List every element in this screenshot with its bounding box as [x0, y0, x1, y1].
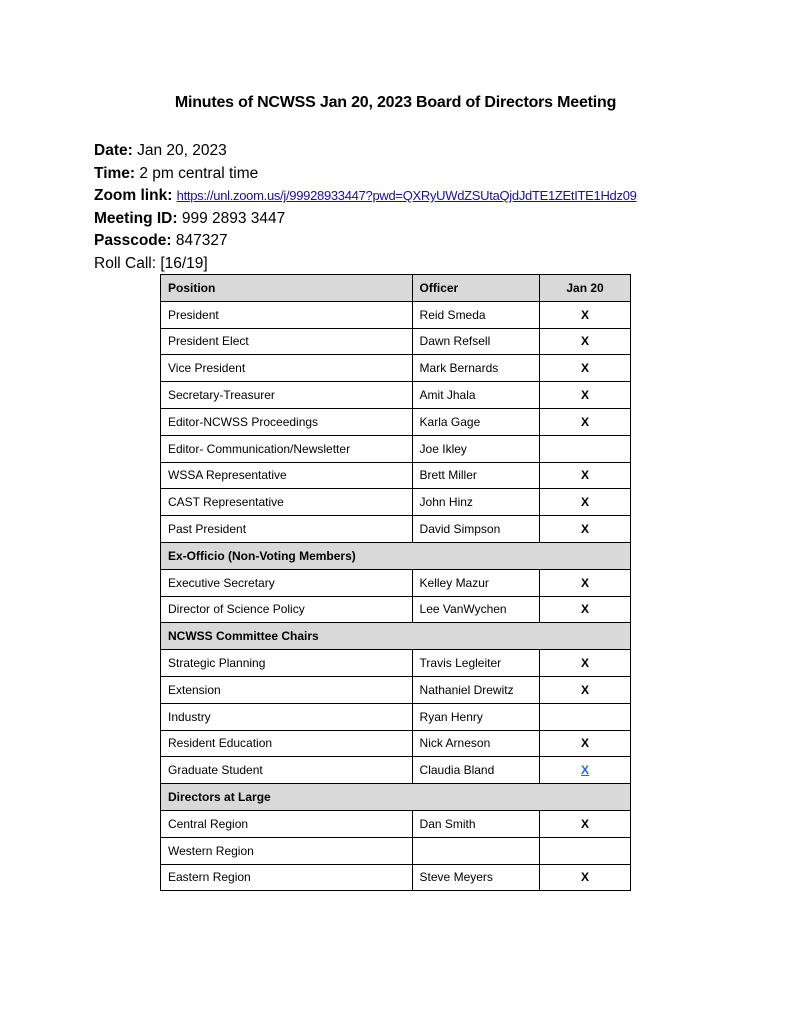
officer-cell: Dawn Refsell: [412, 328, 540, 355]
officer-cell: Reid Smeda: [412, 301, 540, 328]
attendance-cell: [540, 489, 631, 516]
table-row: [161, 810, 631, 837]
meeting-id-label: Meeting ID:: [94, 209, 178, 227]
position-cell: Industry: [161, 703, 413, 730]
attendance-mark: X: [581, 334, 590, 349]
officer-cell: Steve Meyers: [412, 864, 540, 891]
table-row: [161, 382, 631, 409]
officer-cell: Nick Arneson: [412, 730, 540, 757]
attendance-mark: X: [581, 682, 590, 697]
table-row: [161, 596, 631, 623]
attendance-mark: X: [581, 870, 590, 885]
attendance-mark: X: [581, 307, 590, 322]
attendance-cell: [540, 408, 631, 435]
time-value: 2 pm central time: [135, 164, 259, 182]
attendance-cell: [540, 730, 631, 757]
header-position: Position: [161, 275, 413, 302]
table-row: [161, 703, 631, 730]
position-cell: Vice President: [161, 355, 413, 382]
attendance-cell: [540, 650, 631, 677]
section-label: NCWSS Committee Chairs: [161, 623, 631, 650]
table-row: [161, 462, 631, 489]
meeting-id-line: [94, 208, 637, 231]
attendance-cell: [540, 328, 631, 355]
date-label: Date:: [94, 142, 133, 159]
position-cell: Editor-NCWSS Proceedings: [161, 408, 413, 435]
officer-cell: Nathaniel Drewitz: [412, 676, 540, 703]
position-cell: Editor- Communication/Newsletter: [161, 435, 413, 462]
position-cell: Resident Education: [161, 730, 413, 757]
attendance-cell: [540, 596, 631, 623]
position-cell: President: [161, 301, 413, 328]
officer-cell: John Hinz: [412, 489, 540, 516]
table-row: [161, 435, 631, 462]
header-officer: Officer: [412, 275, 540, 302]
position-cell: Extension: [161, 676, 413, 703]
officer-cell: David Simpson: [412, 516, 540, 543]
attendance-mark: X: [581, 361, 590, 376]
attendance-mark: X: [581, 816, 590, 831]
attendance-cell: [540, 837, 631, 864]
table-row: [161, 837, 631, 864]
officer-cell: [412, 837, 540, 864]
attendance-mark: X: [581, 468, 590, 483]
officer-cell: Amit Jhala: [412, 382, 540, 409]
position-cell: Director of Science Policy: [161, 596, 413, 623]
time-label: Time:: [94, 164, 136, 182]
officer-cell: Ryan Henry: [412, 703, 540, 730]
zoom-label: Zoom link:: [94, 187, 173, 204]
roll-call-table: [160, 274, 631, 891]
table-row: [161, 355, 631, 382]
header-jan20: Jan 20: [540, 275, 631, 302]
attendance-mark: X: [581, 388, 590, 403]
roll-call-value: [16/19]: [156, 254, 208, 272]
position-cell: Executive Secretary: [161, 569, 413, 596]
passcode-label: Passcode:: [94, 232, 172, 249]
attendance-mark: X: [581, 602, 590, 617]
meeting-id-value: 999 2893 3447: [177, 209, 286, 227]
officer-cell: Claudia Bland: [412, 757, 540, 784]
officer-cell: Karla Gage: [412, 408, 540, 435]
table-row: [161, 650, 631, 677]
table-header-row: [161, 275, 631, 302]
table-row: [161, 301, 631, 328]
attendance-mark: X: [581, 575, 590, 590]
position-cell: Strategic Planning: [161, 650, 413, 677]
attendance-cell: [540, 569, 631, 596]
date-value: Jan 20, 2023: [132, 142, 227, 159]
attendance-mark: X: [581, 522, 590, 537]
attendance-cell: [540, 435, 631, 462]
attendance-cell: [540, 355, 631, 382]
attendance-cell: [540, 703, 631, 730]
page-title: Minutes of NCWSS Jan 20, 2023 Board of Directors Meeting: [174, 94, 617, 111]
officer-cell: Travis Legleiter: [412, 650, 540, 677]
attendance-cell: [540, 462, 631, 489]
attendance-cell: [540, 810, 631, 837]
roll-call-line: [94, 253, 637, 276]
section-row: [161, 784, 631, 811]
officer-cell: Kelley Mazur: [412, 569, 540, 596]
table-row: [161, 489, 631, 516]
section-row: [161, 542, 631, 569]
position-cell: Graduate Student: [161, 757, 413, 784]
officer-cell: Joe Ikley: [412, 435, 540, 462]
attendance-mark: X: [581, 414, 590, 429]
passcode-line: [94, 230, 637, 253]
table-row: [161, 328, 631, 355]
table-row: [161, 408, 631, 435]
zoom-link[interactable]: https://unl.zoom.us/j/99928933447?pwd=QXRyUWdZSUtaQjdJdTE1ZEtITE1Hdz09: [176, 188, 637, 203]
position-cell: President Elect: [161, 328, 413, 355]
attendance-link[interactable]: X: [581, 763, 590, 778]
table-body: [161, 301, 631, 891]
roll-call-label: Roll Call:: [94, 254, 157, 272]
attendance-mark: X: [581, 656, 590, 671]
position-cell: CAST Representative: [161, 489, 413, 516]
time-line: [94, 163, 637, 186]
attendance-cell: [540, 516, 631, 543]
table-row: [161, 730, 631, 757]
attendance-cell: [540, 757, 631, 784]
section-row: [161, 623, 631, 650]
officer-cell: Lee VanWychen: [412, 596, 540, 623]
section-label: Ex-Officio (Non-Voting Members): [161, 542, 631, 569]
zoom-line: [94, 185, 637, 208]
table-row: [161, 516, 631, 543]
position-cell: WSSA Representative: [161, 462, 413, 489]
table-row: [161, 676, 631, 703]
table-row: [161, 569, 631, 596]
date-line: [94, 140, 637, 163]
attendance-mark: X: [581, 736, 590, 751]
table-row: [161, 757, 631, 784]
position-cell: Western Region: [161, 837, 413, 864]
officer-cell: Brett Miller: [412, 462, 540, 489]
passcode-value: 847327: [171, 232, 228, 249]
position-cell: Central Region: [161, 810, 413, 837]
position-cell: Past President: [161, 516, 413, 543]
attendance-cell: [540, 676, 631, 703]
attendance-cell: [540, 301, 631, 328]
table-row: [161, 864, 631, 891]
attendance-mark: X: [581, 495, 590, 510]
position-cell: Eastern Region: [161, 864, 413, 891]
position-cell: Secretary-Treasurer: [161, 382, 413, 409]
meeting-info: [94, 140, 637, 275]
section-label: Directors at Large: [161, 784, 631, 811]
officer-cell: Mark Bernards: [412, 355, 540, 382]
officer-cell: Dan Smith: [412, 810, 540, 837]
attendance-cell: [540, 864, 631, 891]
attendance-cell: [540, 382, 631, 409]
